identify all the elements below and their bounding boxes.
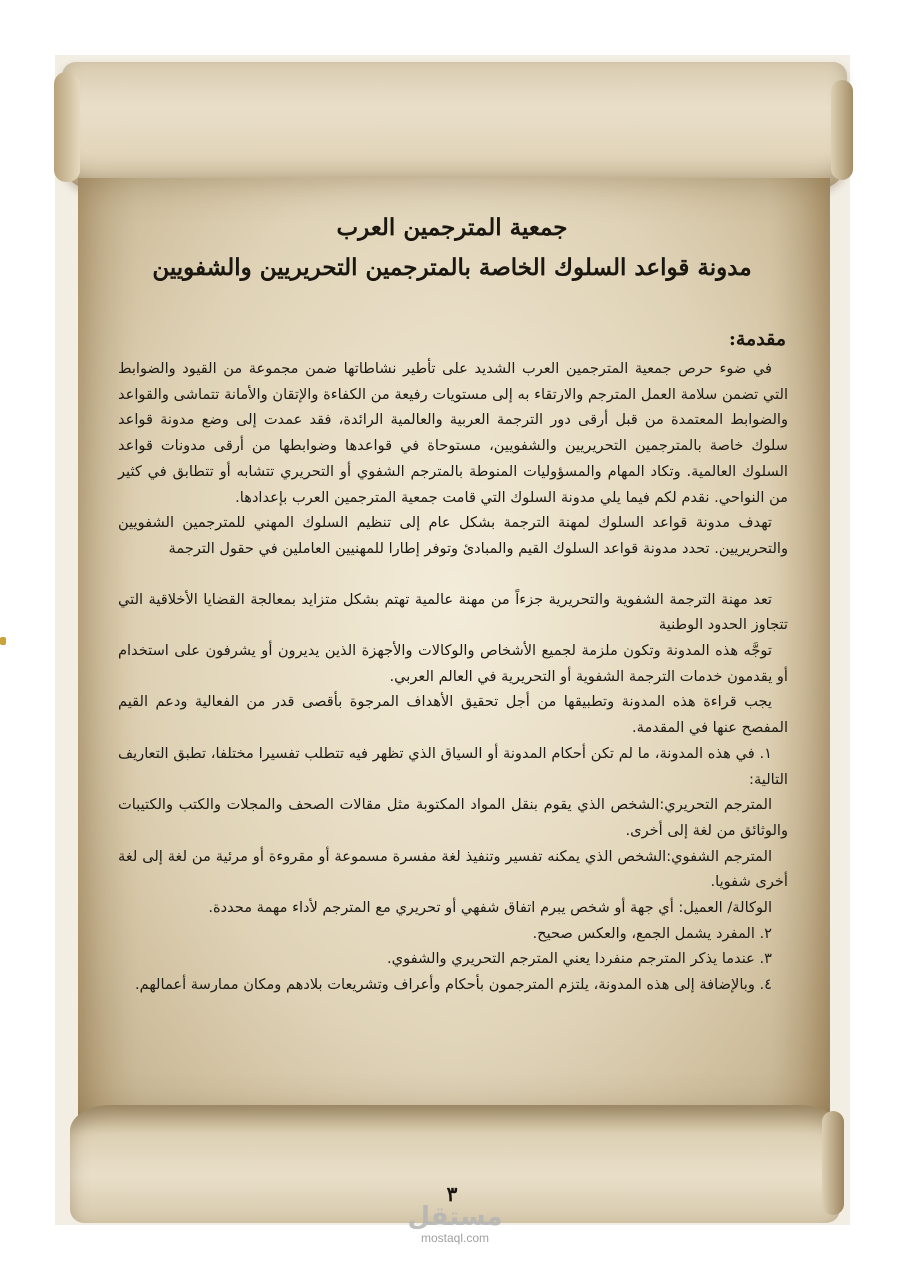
page-number: ٣ xyxy=(446,1182,458,1206)
paragraph: ١. في هذه المدونة، ما لم تكن أحكام المدونة أو السياق الذي تظهر فيه تتطلب تفسيرا مختلفا، تطبق التعاريف التالية: xyxy=(118,744,788,788)
paragraph: الوكالة/ العميل: أي جهة أو شخص يبرم اتفاق شفهي أو تحريري مع المترجم لأداء مهمة محددة. xyxy=(208,899,772,917)
document-subtitle: مدونة قواعد السلوك الخاصة بالمترجمين التحريريين والشفويين xyxy=(152,254,752,281)
scroll-top-roll xyxy=(62,62,847,192)
watermark xyxy=(385,1203,525,1245)
document-title: جمعية المترجمين العرب xyxy=(336,214,568,241)
paragraph: توجَّه هذه المدونة وتكون ملزمة لجميع الأشخاص والوكالات والأجهزة الذين يديرون أو يشرفون على استخدام أو يقدمون خدمات الترجمة الشفوية أو التحريرية في العالم العربي. xyxy=(118,642,788,685)
watermark-domain: mostaql.com xyxy=(420,1231,490,1245)
paragraph: ٤. وبالإضافة إلى هذه المدونة، يلتزم المترجمون بأحكام وأعراف وتشريعات بلادهم ومكان ممارسة أعمالهم. xyxy=(134,976,772,994)
edge-mark xyxy=(0,637,6,645)
section-heading: مقدمة: xyxy=(728,328,786,350)
body-text xyxy=(118,356,788,998)
watermark-logo: مستقل xyxy=(407,1202,503,1232)
paragraph: تهدف مدونة قواعد السلوك لمهنة الترجمة بشكل عام إلى تنظيم السلوك المهني للمترجمين الشفويين والتحريريين. تحدد مدونة قواعد السلوك القيم والمبادئ وتوفر إطارا للمهنيين العاملين في حقول الترجمة xyxy=(118,514,788,557)
paragraph: في ضوء حرص جمعية المترجمين العرب الشديد على تأطير نشاطاتها ضمن مجموعة من القيود والضوابط التي تضمن سلامة العمل المترجم والارتقاء به إلى مستويات رفيعة من الكفاءة والإتقان والأمانة تتماشى والقواعد والضوابط المعتمدة من قبل أرقى دور الترجمة العربية والعالمية الرائدة، فقد عمدت إلى وضع مدونة قواعد سلوك خاصة بالمترجمين التحريريين والشفويين، مستوحاة في قواعدها وضوابطها من أرقى مدونات قواعد السلوك العالمية. وتكاد المهام والمسؤوليات المنوطة بالمترجم الشفوي أو التحريري تتشابه أو تتطابق في كثير من النواحي. نقدم لكم فيما يلي مدونة السلوك التي قامت جمعية المترجمين العرب بإعدادها. xyxy=(118,360,788,506)
paragraph: ٢. المفرد يشمل الجمع، والعكس صحيح. xyxy=(532,924,772,942)
paragraph-spacer xyxy=(118,562,788,587)
paragraph: المترجم التحريري:الشخص الذي يقوم بنقل المواد المكتوبة مثل مقالات الصحف والمجلات والكتب والكتيبات والوثائق من لغة إلى أخرى. xyxy=(118,796,788,839)
paragraph: يجب قراءة هذه المدونة وتطبيقها من أجل تحقيق الأهداف المرجوة بأقصى قدر من الفعالية ودعم القيم المفصح عنها في المقدمة. xyxy=(118,693,788,737)
paragraph: المترجم الشفوي:الشخص الذي يمكنه تفسير وتنفيذ لغة مفسرة مسموعة أو مقروءة أو مرئية من لغة إلى لغة أخرى شفويا. xyxy=(118,847,788,891)
paragraph: ٣. عندما يذكر المترجم منفردا يعني المترجم التحريري والشفوي. xyxy=(387,950,772,968)
paragraph: تعد مهنة الترجمة الشفوية والتحريرية جزءاً من مهنة عالمية تهتم بشكل متزايد بمعالجة القضايا الأخلاقية التي تتجاوز الحدود الوطنية xyxy=(118,590,788,634)
